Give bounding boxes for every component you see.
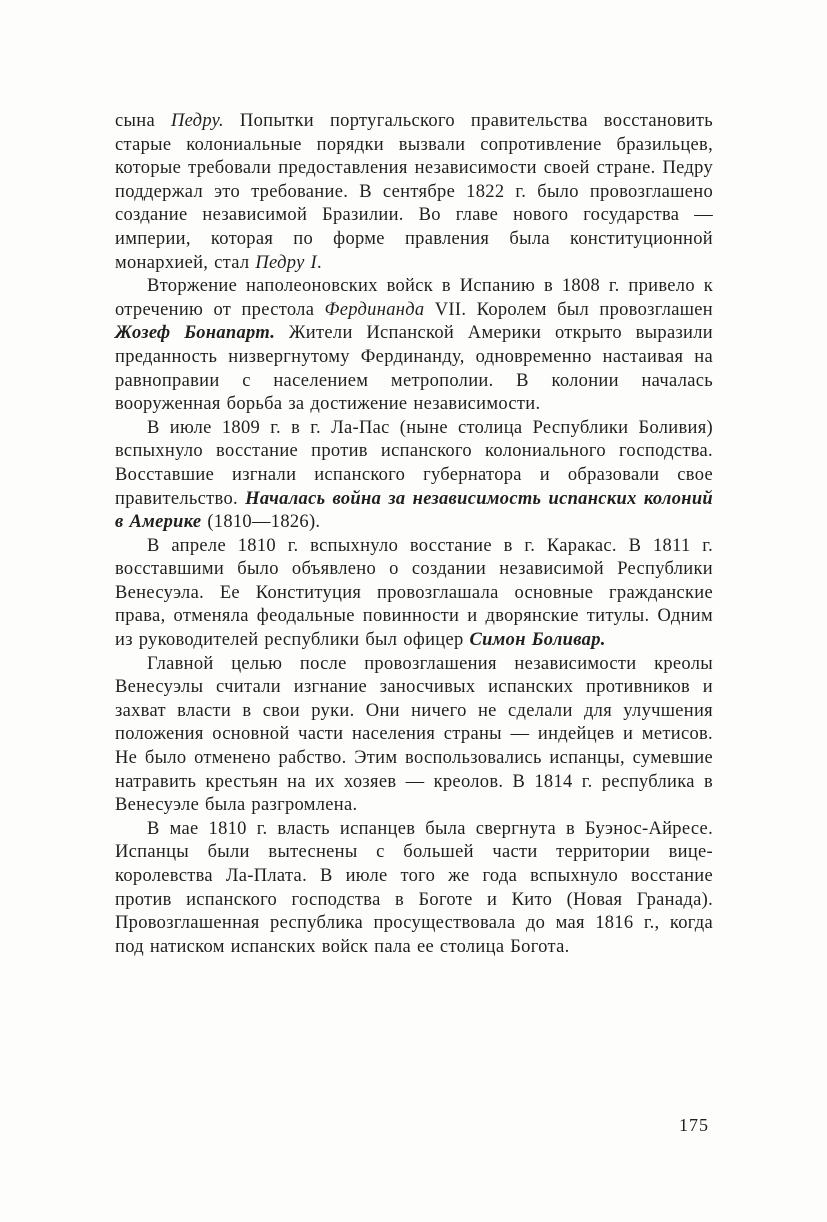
emphasized-name-text: Фердинанда <box>324 299 425 320</box>
body-text: В апреле 1810 г. вспыхнуло восстание в г. Каракас. В 1811 г. восставшими было объявлено о создании независимой Республики Венесуэла. Ее Конституция провозглашала основные гражданские права, отменяла феодальные повинности и дворянские титулы. Одним из руководителей республики был офицер <box>115 535 713 651</box>
paragraph <box>115 818 713 960</box>
paragraph <box>115 653 713 818</box>
body-text: Главной целью после провозглашения независимости креолы Венесуэлы считали изгнание заносчивых испанских противников и захват власти в свои руки. Они ничего не сделали для улучшения положения основной части населения страны — индейцев и метисов. Не было отменено рабство. Этим воспользовались испанцы, сумевшие натравить крестьян на их хозяев — креолов. В 1814 г. республика в Венесуэле была разгромлена. <box>115 653 713 816</box>
body-text: В мае 1810 г. власть испанцев была свергнута в Буэнос-Айресе. Испанцы были вытеснены с большей части территории вице-королевства Ла-Плата. В июле того же года вспыхнуло восстание против испанского господства в Боготе и Кито (Новая Гранада). Провозглашенная республика просуществовала до мая 1816 г., когда под натиском испанских войск пала ее столица Богота. <box>115 818 713 957</box>
body-text: (1810—1826). <box>201 512 321 533</box>
paragraph <box>115 110 713 275</box>
body-text: . <box>316 252 322 273</box>
emphasized-name-text: Педру. <box>170 111 224 131</box>
paragraph <box>115 535 713 653</box>
emphasized-name-text: Симон Боливар. <box>469 630 606 651</box>
body-text: VII. Королем был провозглашен <box>424 299 713 320</box>
body-text: Вторжение наполеоновских войск в Испанию в 1808 г. привело к отречению от престола <box>115 276 713 320</box>
emphasized-name-text: Педру I <box>255 252 317 273</box>
body-text: Жители Испанской Америки открыто выразили преданность низвергнутому Фердинанду, одновременно настаивая на равноправии с населением метрополии. В колонии началась вооруженная борьба за достижение независимости. <box>115 323 713 415</box>
body-text: сына <box>115 111 171 131</box>
paragraph <box>115 417 713 535</box>
page-number: 175 <box>679 1115 709 1135</box>
body-text: Попытки португальского правительства восстановить старые колониальные порядки вызвали сопротивление бразильцев, которые требовали предоставления независимости своей стране. Педру поддержал это требование. В сентябре 1822 г. было провозглашено создание независимой Бразилии. Во главе нового государства — империи, которая по форме правления была конституционной монархией, стал <box>115 111 713 273</box>
text-block <box>115 110 713 959</box>
emphasized-name-text: Жозеф Бонапарт. <box>115 323 276 344</box>
emphasized-name-text: Началась война за независимость испанских колоний в Америке <box>115 488 713 533</box>
paragraph <box>115 275 713 417</box>
body-text: В июле 1809 г. в г. Ла-Пас (ныне столица Республики Боливия) вспыхнуло восстание против испанского колониального господства. Восставшие изгнали испанского губернатора и образовали свое правительство. <box>115 417 713 509</box>
